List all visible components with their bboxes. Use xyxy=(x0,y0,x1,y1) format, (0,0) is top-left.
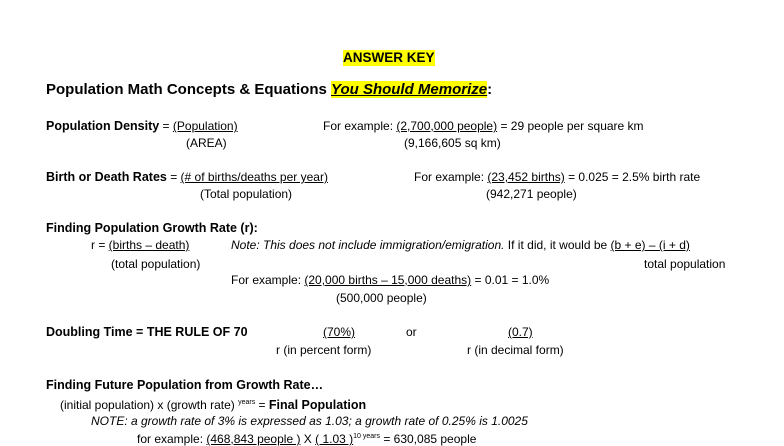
density-example-result: = 29 people per square km xyxy=(497,119,644,133)
title-colon: : xyxy=(487,81,493,98)
doubling-opt2-denominator: r (in decimal form) xyxy=(467,343,564,357)
rates-label: Birth or Death Rates xyxy=(46,170,167,184)
doubling-opt1-numerator: (70%) xyxy=(323,325,356,339)
future-example xyxy=(137,430,476,446)
rates-formula xyxy=(46,170,328,184)
growth-alt-numerator: (b + e) – (i + d) xyxy=(610,238,690,252)
rates-example-numerator: (23,452 births) xyxy=(487,170,565,184)
growth-r-prefix: r = xyxy=(91,238,109,252)
future-example-result: = 630,085 people xyxy=(380,432,477,446)
doubling-or: or xyxy=(406,325,417,339)
future-example-x: X xyxy=(300,432,316,446)
future-formula xyxy=(60,396,366,412)
rates-eq: = xyxy=(166,170,181,184)
future-example-prefix: for example: xyxy=(137,432,207,446)
density-label: Population Density xyxy=(46,119,160,133)
future-label: Finding Future Population from Growth Rate… xyxy=(46,378,324,392)
growth-example xyxy=(231,273,549,287)
rates-example-prefix: For example: xyxy=(414,170,488,184)
growth-denominator: (total population) xyxy=(111,257,201,271)
future-example-exponent: 10 years xyxy=(353,433,380,440)
density-eq: = xyxy=(159,119,173,133)
future-note: NOTE: a growth rate of 3% is expressed as 1.03; a growth rate of 0.25% is 1.0025 xyxy=(91,414,528,428)
growth-example-numerator: (20,000 births – 15,000 deaths) xyxy=(304,273,472,287)
density-numerator: (Population) xyxy=(172,119,238,133)
rates-example-result: = 0.025 = 2.5% birth rate xyxy=(564,170,701,184)
future-formula-left: (initial population) x (growth rate) xyxy=(60,398,235,412)
growth-example-prefix: For example: xyxy=(231,273,305,287)
growth-note-rest: If it did, it would be xyxy=(504,238,611,252)
rates-example-denominator: (942,271 people) xyxy=(486,187,577,201)
future-formula-eq: = xyxy=(255,398,269,412)
growth-label: Finding Population Growth Rate (r): xyxy=(46,221,258,235)
growth-alt-denominator: total population xyxy=(644,257,726,271)
growth-example-result: = 0.01 = 1.0% xyxy=(471,273,550,287)
rates-denominator: (Total population) xyxy=(200,187,293,201)
doubling-opt2-numerator: (0.7) xyxy=(508,325,533,339)
doubling-label: Doubling Time = THE RULE OF 70 xyxy=(46,325,248,339)
title-emphasis: You Should Memorize xyxy=(331,81,488,98)
density-example-denominator: (9,166,605 sq km) xyxy=(404,136,501,150)
rates-numerator: (# of births/deaths per year) xyxy=(180,170,328,184)
page-title xyxy=(46,81,492,99)
growth-example-denominator: (500,000 people) xyxy=(336,291,427,305)
doubling-opt1-denominator: r (in percent form) xyxy=(276,343,372,357)
future-example-rate: ( 1.03 ) xyxy=(315,432,354,446)
rates-example xyxy=(414,170,700,184)
future-formula-exponent: years xyxy=(238,399,256,406)
growth-formula xyxy=(91,238,189,252)
density-example-prefix: For example: xyxy=(323,119,397,133)
growth-note-italic: Note: This does not include immigration/emigration. xyxy=(231,238,505,252)
density-example-numerator: (2,700,000 people) xyxy=(396,119,498,133)
answer-key-label: ANSWER KEY xyxy=(343,50,435,65)
density-denominator: (AREA) xyxy=(186,136,227,150)
future-example-initial: (468,843 people ) xyxy=(206,432,301,446)
density-example xyxy=(323,119,644,133)
growth-note xyxy=(231,238,690,252)
future-formula-result: Final Population xyxy=(268,398,367,412)
growth-numerator: (births – death) xyxy=(108,238,190,252)
density-formula xyxy=(46,119,238,133)
title-main: Population Math Concepts & Equations xyxy=(46,81,331,98)
